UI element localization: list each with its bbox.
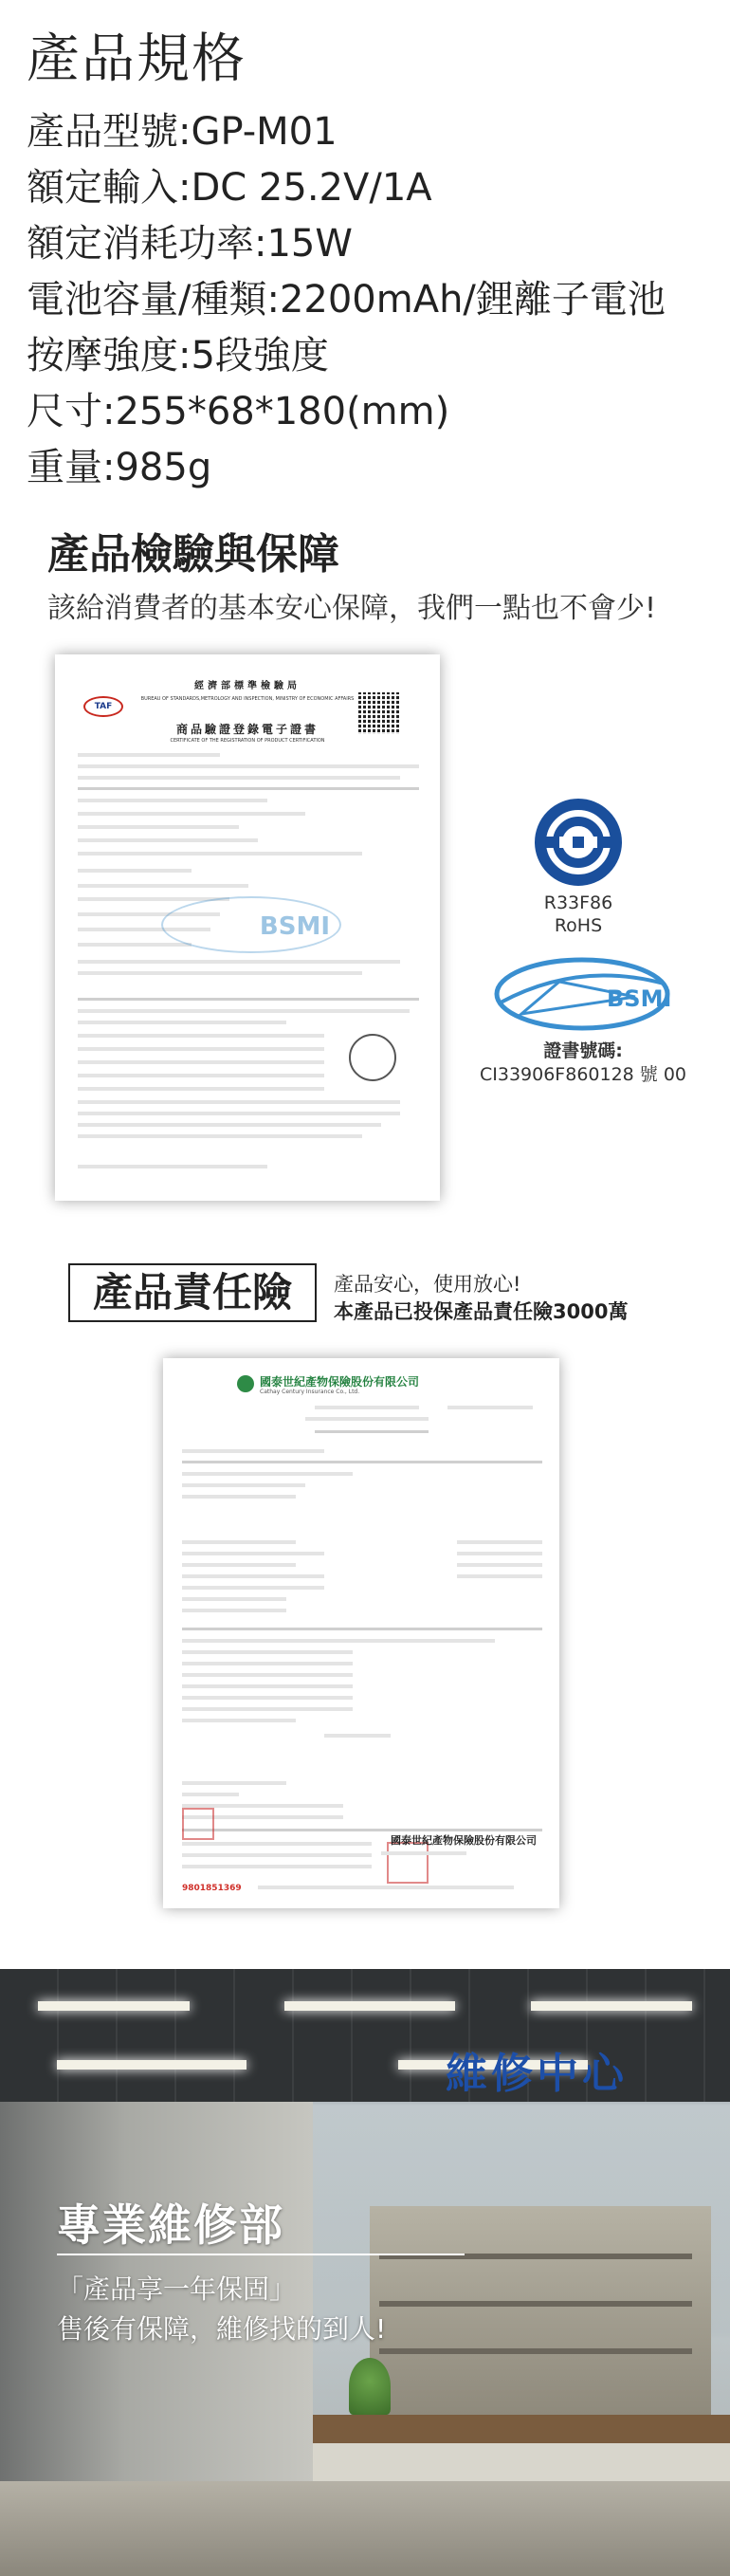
spec-intensity: 按摩強度:5段強度 bbox=[27, 334, 329, 377]
certificate-agency: 經濟部標準檢驗局 bbox=[194, 681, 301, 691]
spec-title: 產品規格 bbox=[27, 28, 246, 90]
spec-weight: 重量:985g bbox=[27, 446, 212, 489]
insurer-name: 國泰世紀產物保險股份有限公司 bbox=[260, 1375, 420, 1389]
mark-labels bbox=[502, 892, 654, 937]
liability-line-1: 產品安心，使用放心! bbox=[334, 1273, 521, 1296]
policy-serial: 9801851369 bbox=[182, 1884, 242, 1893]
spec-input: 額定輸入:DC 25.2V/1A bbox=[27, 166, 432, 210]
spec-model: 產品型號:GP-M01 bbox=[27, 110, 338, 154]
cert-number: CI33906F860128 號 00 bbox=[479, 1064, 687, 1085]
commodity-inspection-mark-icon bbox=[531, 795, 626, 890]
plant-icon bbox=[349, 2358, 391, 2415]
qr-code-icon bbox=[358, 692, 400, 734]
inspection-subtitle: 該給消費者的基本安心保障，我們一點也不會少! bbox=[47, 592, 657, 625]
bsmi-logo-text: BSMI bbox=[607, 985, 671, 1012]
bsmi-watermark: BSMI bbox=[161, 896, 341, 953]
policy-footer-company: 國泰世紀產物保險股份有限公司 bbox=[391, 1834, 537, 1847]
cert-number-label: 證書號碼: bbox=[543, 1040, 623, 1061]
mark-code: R33F86 bbox=[543, 892, 613, 913]
insurance-policy-image bbox=[163, 1358, 559, 1908]
repair-divider bbox=[57, 2254, 465, 2255]
certificate-agency-en: BUREAU OF STANDARDS,METROLOGY AND INSPECTION, MINISTRY OF ECONOMIC AFFAIRS bbox=[140, 696, 355, 702]
spec-list bbox=[27, 104, 666, 496]
inspection-title: 產品檢驗與保障 bbox=[47, 530, 339, 579]
mark-rohs: RoHS bbox=[554, 915, 603, 936]
certificate-seal-icon bbox=[349, 1034, 396, 1081]
spec-battery: 電池容量/種類:2200mAh/鋰離子電池 bbox=[27, 278, 666, 322]
certificate-doc-title-en: CERTIFICATE OF THE REGISTRATION OF PRODUCT CERTIFICATION bbox=[170, 738, 325, 744]
repair-service: 售後有保障，維修找的到人! bbox=[57, 2313, 387, 2345]
repair-center-sign: 維修中心 bbox=[446, 2050, 628, 2098]
repair-warranty: 「產品享一年保固」 bbox=[57, 2273, 297, 2305]
liability-line-2: 本產品已投保產品責任險3000萬 bbox=[334, 1300, 629, 1323]
policy-stamp bbox=[387, 1842, 429, 1884]
bsmi-logo-icon bbox=[493, 955, 671, 1033]
liability-title: 產品責任險 bbox=[68, 1263, 317, 1322]
spec-power: 額定消耗功率:15W bbox=[27, 222, 353, 266]
certificate-doc-title: 商品驗證登錄電子證書 bbox=[175, 723, 319, 736]
insurer-name-en: Cathay Century Insurance Co., Ltd. bbox=[260, 1389, 360, 1395]
spec-size: 尺寸:255*68*180(mm) bbox=[27, 390, 450, 433]
taf-logo: TAF bbox=[83, 696, 123, 717]
cathay-logo-icon bbox=[237, 1375, 254, 1392]
repair-title: 專業維修部 bbox=[57, 2199, 284, 2251]
bsmi-certificate-image bbox=[55, 654, 440, 1201]
policy-stamp-small bbox=[182, 1808, 214, 1840]
